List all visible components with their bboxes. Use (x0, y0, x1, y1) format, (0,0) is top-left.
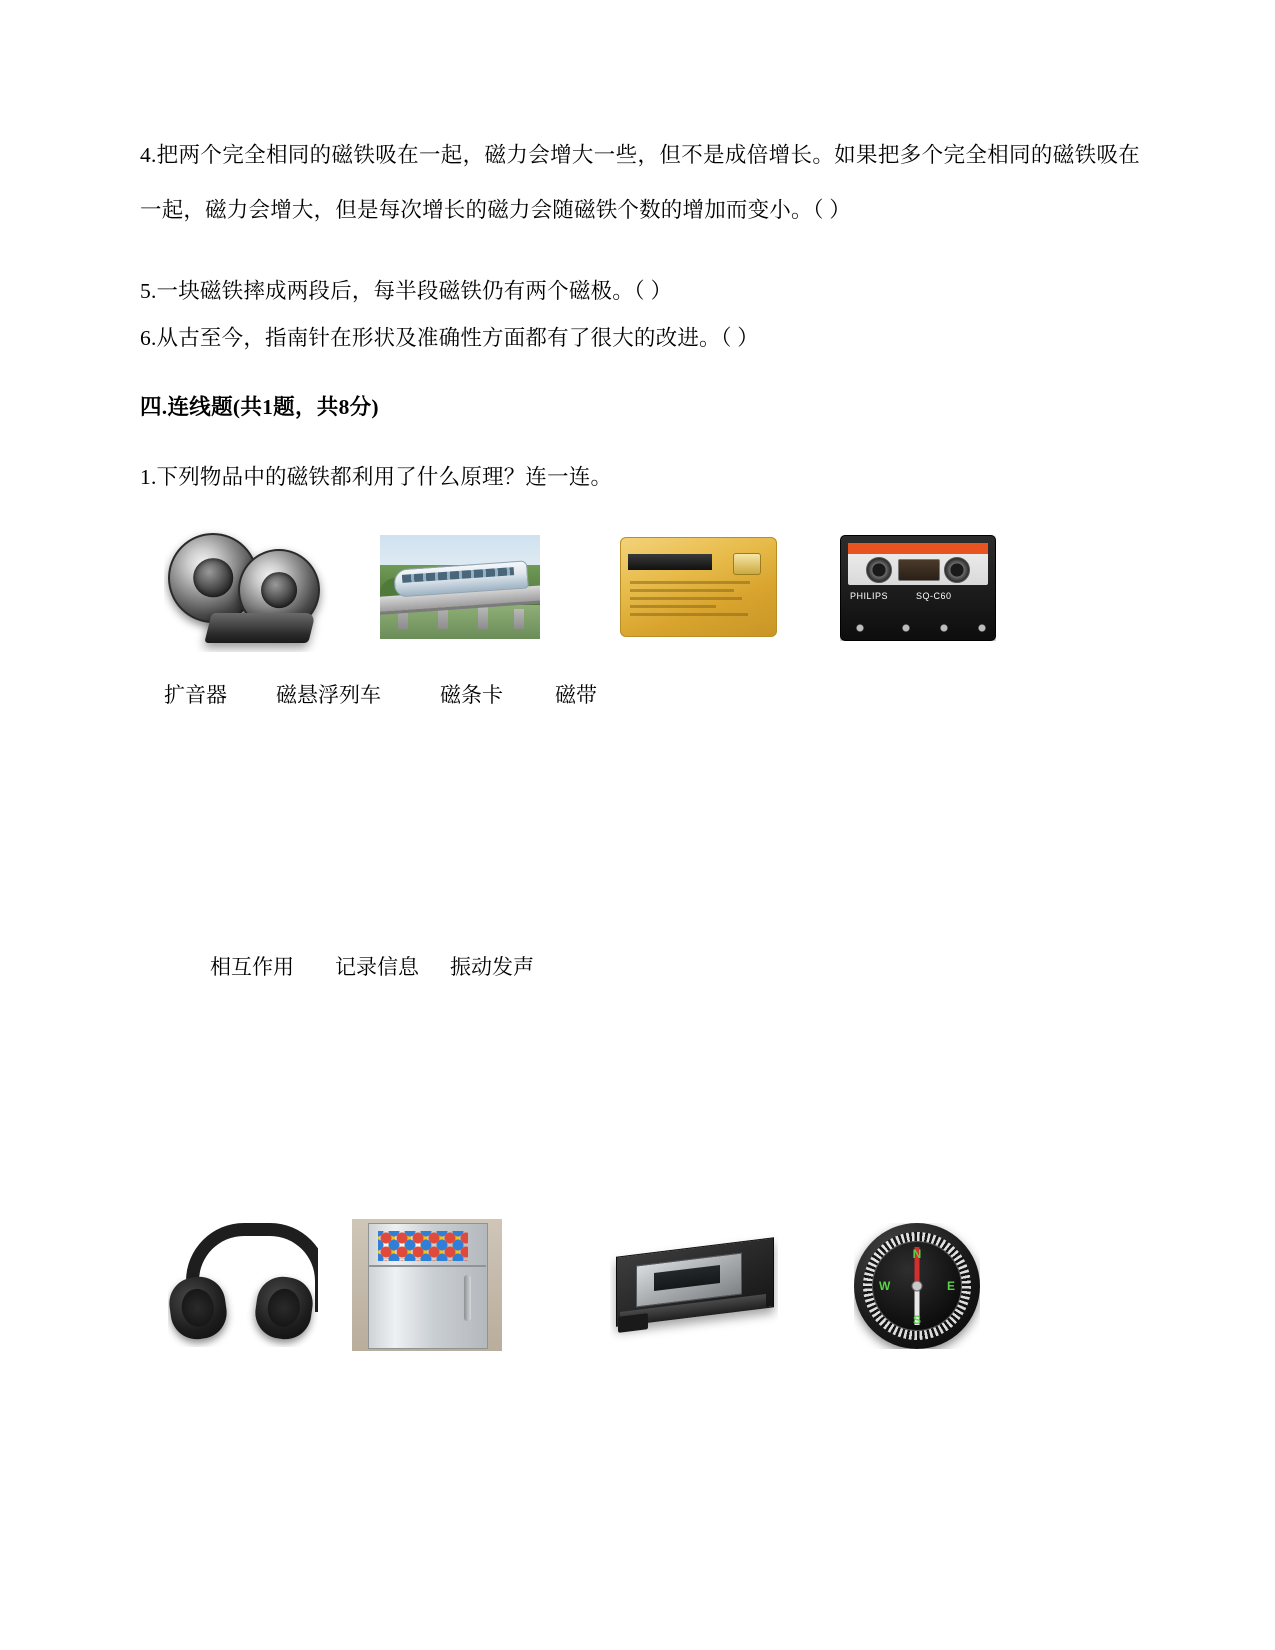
compass-image (854, 1223, 980, 1349)
speaker-image (164, 527, 332, 652)
label-stripe-card: 磁条卡 (440, 682, 503, 707)
statement-4: 4.把两个完全相同的磁铁吸在一起，磁力会增大一些，但不是成倍增长。如果把多个完全相同的磁铁吸在一起，磁力会增大，但是每次增长的磁力会随磁铁个数的增加而变小。（ ） (140, 143, 1140, 222)
statement-5: 5.一块磁铁摔成两段后，每半段磁铁仍有两个磁极。（ ） (140, 278, 673, 303)
middle-label-row (140, 951, 1140, 991)
label-maglev-train: 磁悬浮列车 (276, 682, 381, 707)
question-1: 1.下列物品中的磁铁都利用了什么原理？连一连。 (140, 464, 613, 489)
label-interaction: 相互作用 (210, 954, 294, 979)
statement-6: 6.从古至今，指南针在形状及准确性方面都有了很大的改进。（ ） (140, 325, 759, 350)
bottom-image-row (140, 1219, 1140, 1354)
maglev-train-image (380, 535, 540, 639)
compass-south-label: S (912, 1312, 922, 1327)
label-speaker: 扩音器 (164, 682, 227, 707)
compass-east-label: E (946, 1278, 955, 1293)
top-label-row (140, 679, 1140, 719)
label-cassette: 磁带 (555, 682, 597, 707)
section-title: 四.连线题(共1题，共8分) (140, 395, 379, 420)
top-image-row (140, 527, 1140, 657)
compass-north-label: N (912, 1246, 922, 1261)
cassette-tape-image (840, 535, 996, 641)
compass-west-label: W (879, 1278, 891, 1293)
document-content (140, 0, 1140, 1354)
cassette-brand-label: PHILIPS (850, 590, 889, 601)
label-record-info: 记录信息 (335, 954, 419, 979)
magnetic-stripe-card-image (620, 537, 777, 637)
headphones-image (168, 1219, 318, 1347)
cassette-model-label: SQ-C60 (916, 590, 952, 601)
label-vibration-sound: 振动发声 (450, 954, 534, 979)
hard-disk-image (610, 1229, 778, 1345)
refrigerator-magnets-image (352, 1219, 502, 1351)
